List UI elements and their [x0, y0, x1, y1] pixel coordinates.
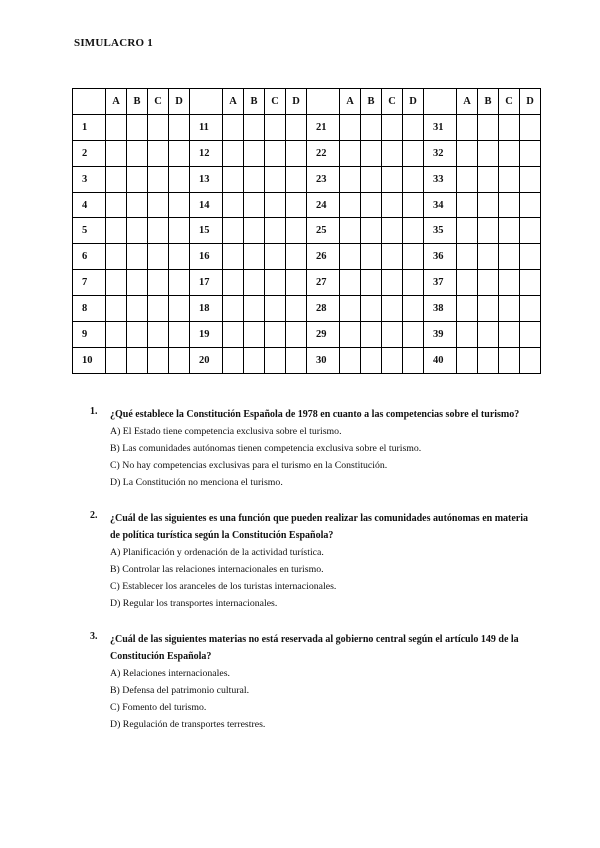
- answer-cell-b[interactable]: [478, 322, 499, 348]
- answer-cell-a[interactable]: [106, 244, 127, 270]
- answer-cell-a[interactable]: [223, 114, 244, 140]
- answer-cell-b[interactable]: [244, 192, 265, 218]
- option-header-d: D: [169, 89, 190, 115]
- question-number: 3.: [90, 631, 98, 642]
- question-number-cell: 31: [424, 114, 457, 140]
- answer-cell-d[interactable]: [520, 192, 541, 218]
- question-number-cell: 35: [424, 218, 457, 244]
- answer-cell-d[interactable]: [169, 140, 190, 166]
- answer-cell-d[interactable]: [520, 296, 541, 322]
- question-number-cell: 38: [424, 296, 457, 322]
- option-header-d: D: [520, 89, 541, 115]
- answer-cell-c[interactable]: [148, 166, 169, 192]
- answer-cell-b[interactable]: [361, 218, 382, 244]
- answer-cell-c[interactable]: [382, 140, 403, 166]
- answer-cell-b[interactable]: [361, 140, 382, 166]
- question-text: ¿Qué establece la Constitución Española de 1978 en cuanto a las competencias sobre el turismo?: [110, 409, 520, 420]
- answer-cell-d[interactable]: [286, 244, 307, 270]
- answer-cell-c[interactable]: [148, 218, 169, 244]
- option-list: [110, 544, 530, 612]
- option-header-b: B: [244, 89, 265, 115]
- answer-cell-b[interactable]: [478, 244, 499, 270]
- option-header-b: B: [361, 89, 382, 115]
- answer-cell-a[interactable]: [340, 192, 361, 218]
- answer-cell-d[interactable]: [169, 270, 190, 296]
- question-block: [90, 406, 530, 491]
- question-number-cell: 16: [190, 244, 223, 270]
- answer-cell-b[interactable]: [127, 114, 148, 140]
- answer-cell-b[interactable]: [244, 140, 265, 166]
- answer-sheet-table: [72, 88, 541, 374]
- question-number-cell: 4: [73, 192, 106, 218]
- question-number-cell: 5: [73, 218, 106, 244]
- answer-cell-d[interactable]: [520, 347, 541, 373]
- answer-cell-c[interactable]: [265, 244, 286, 270]
- answer-sheet-header-row: [73, 89, 541, 115]
- question-number-cell: 23: [307, 166, 340, 192]
- option-header-b: B: [478, 89, 499, 115]
- answer-cell-d[interactable]: [520, 140, 541, 166]
- answer-cell-b[interactable]: [361, 296, 382, 322]
- answer-cell-b[interactable]: [478, 347, 499, 373]
- answer-option: C) Establecer los aranceles de los turistas internacionales.: [110, 581, 337, 592]
- question-number-cell: 3: [73, 166, 106, 192]
- answer-cell-a[interactable]: [106, 140, 127, 166]
- answer-row: [73, 296, 541, 322]
- answer-cell-a[interactable]: [223, 270, 244, 296]
- answer-cell-d[interactable]: [169, 347, 190, 373]
- option-list: [110, 665, 530, 733]
- answer-cell-b[interactable]: [244, 218, 265, 244]
- answer-cell-a[interactable]: [223, 322, 244, 348]
- question-number-cell: 6: [73, 244, 106, 270]
- header-blank-cell: [190, 89, 223, 115]
- answer-cell-b[interactable]: [244, 347, 265, 373]
- answer-cell-a[interactable]: [457, 166, 478, 192]
- answer-option: D) Regulación de transportes terrestres.: [110, 719, 266, 730]
- option-header-a: A: [106, 89, 127, 115]
- answer-row: [73, 347, 541, 373]
- answer-option: A) Planificación y ordenación de la actividad turística.: [110, 547, 324, 558]
- answer-cell-c[interactable]: [148, 192, 169, 218]
- answer-cell-a[interactable]: [340, 166, 361, 192]
- answer-cell-b[interactable]: [361, 166, 382, 192]
- answer-cell-c[interactable]: [499, 114, 520, 140]
- question-number-cell: 7: [73, 270, 106, 296]
- answer-cell-c[interactable]: [382, 270, 403, 296]
- answer-cell-b[interactable]: [478, 166, 499, 192]
- answer-row: [73, 244, 541, 270]
- answer-cell-c[interactable]: [382, 244, 403, 270]
- answer-cell-c[interactable]: [499, 270, 520, 296]
- question-block: [90, 510, 530, 612]
- answer-cell-d[interactable]: [286, 192, 307, 218]
- question-number-cell: 21: [307, 114, 340, 140]
- answer-cell-d[interactable]: [169, 244, 190, 270]
- answer-cell-a[interactable]: [106, 296, 127, 322]
- answer-cell-c[interactable]: [382, 166, 403, 192]
- answer-row: [73, 114, 541, 140]
- question-number-cell: 13: [190, 166, 223, 192]
- answer-cell-b[interactable]: [244, 296, 265, 322]
- answer-cell-b[interactable]: [478, 218, 499, 244]
- answer-cell-b[interactable]: [361, 347, 382, 373]
- answer-cell-c[interactable]: [499, 192, 520, 218]
- answer-cell-a[interactable]: [457, 244, 478, 270]
- question-number-cell: 25: [307, 218, 340, 244]
- question-number-cell: 28: [307, 296, 340, 322]
- answer-cell-c[interactable]: [265, 322, 286, 348]
- answer-cell-d[interactable]: [286, 322, 307, 348]
- question-number: 1.: [90, 406, 98, 417]
- answer-cell-c[interactable]: [148, 244, 169, 270]
- question-header: [90, 631, 530, 665]
- answer-cell-b[interactable]: [127, 140, 148, 166]
- header-blank-cell: [307, 89, 340, 115]
- question-number-cell: 9: [73, 322, 106, 348]
- answer-row: [73, 166, 541, 192]
- answer-cell-d[interactable]: [169, 296, 190, 322]
- question-list: [90, 406, 530, 752]
- question-number-cell: 10: [73, 347, 106, 373]
- answer-cell-a[interactable]: [106, 218, 127, 244]
- answer-cell-a[interactable]: [223, 296, 244, 322]
- header-blank-cell: [73, 89, 106, 115]
- answer-cell-c[interactable]: [499, 347, 520, 373]
- answer-cell-d[interactable]: [286, 347, 307, 373]
- answer-cell-b[interactable]: [127, 166, 148, 192]
- question-number-cell: 40: [424, 347, 457, 373]
- answer-cell-d[interactable]: [403, 114, 424, 140]
- answer-row: [73, 218, 541, 244]
- question-number-cell: 34: [424, 192, 457, 218]
- answer-cell-a[interactable]: [223, 347, 244, 373]
- answer-cell-a[interactable]: [106, 166, 127, 192]
- answer-cell-a[interactable]: [223, 218, 244, 244]
- answer-option: C) Fomento del turismo.: [110, 702, 207, 713]
- answer-cell-d[interactable]: [520, 218, 541, 244]
- answer-cell-d[interactable]: [403, 244, 424, 270]
- answer-cell-b[interactable]: [478, 296, 499, 322]
- answer-cell-c[interactable]: [265, 166, 286, 192]
- answer-cell-d[interactable]: [286, 218, 307, 244]
- answer-cell-a[interactable]: [340, 140, 361, 166]
- option-header-c: C: [382, 89, 403, 115]
- question-number-cell: 8: [73, 296, 106, 322]
- answer-cell-d[interactable]: [169, 322, 190, 348]
- answer-cell-a[interactable]: [223, 140, 244, 166]
- answer-cell-d[interactable]: [286, 166, 307, 192]
- answer-cell-b[interactable]: [244, 244, 265, 270]
- answer-cell-d[interactable]: [169, 166, 190, 192]
- answer-cell-b[interactable]: [244, 114, 265, 140]
- question-number-cell: 20: [190, 347, 223, 373]
- answer-cell-d[interactable]: [520, 166, 541, 192]
- answer-cell-b[interactable]: [361, 270, 382, 296]
- question-text: ¿Cuál de las siguientes materias no está reservada al gobierno central según el artículo 149 de la Constitución Española?: [110, 634, 519, 662]
- question-number-cell: 24: [307, 192, 340, 218]
- option-header-a: A: [340, 89, 361, 115]
- answer-option: D) Regular los transportes internacionales.: [110, 598, 278, 609]
- answer-cell-d[interactable]: [403, 296, 424, 322]
- question-number-cell: 27: [307, 270, 340, 296]
- answer-cell-b[interactable]: [361, 322, 382, 348]
- answer-cell-a[interactable]: [223, 244, 244, 270]
- answer-cell-a[interactable]: [106, 322, 127, 348]
- answer-cell-a[interactable]: [340, 270, 361, 296]
- answer-cell-d[interactable]: [286, 114, 307, 140]
- answer-cell-c[interactable]: [148, 270, 169, 296]
- page-title: SIMULACRO 1: [74, 37, 153, 49]
- answer-cell-b[interactable]: [361, 114, 382, 140]
- question-number-cell: 14: [190, 192, 223, 218]
- answer-cell-c[interactable]: [499, 296, 520, 322]
- answer-cell-a[interactable]: [340, 347, 361, 373]
- answer-cell-d[interactable]: [169, 114, 190, 140]
- answer-cell-a[interactable]: [340, 296, 361, 322]
- answer-cell-a[interactable]: [340, 114, 361, 140]
- header-blank-cell: [424, 89, 457, 115]
- answer-cell-b[interactable]: [478, 140, 499, 166]
- question-number-cell: 22: [307, 140, 340, 166]
- answer-row: [73, 322, 541, 348]
- answer-option: A) El Estado tiene competencia exclusiva sobre el turismo.: [110, 426, 342, 437]
- answer-cell-c[interactable]: [148, 322, 169, 348]
- answer-cell-d[interactable]: [403, 192, 424, 218]
- option-header-c: C: [148, 89, 169, 115]
- answer-cell-c[interactable]: [382, 347, 403, 373]
- answer-cell-a[interactable]: [223, 192, 244, 218]
- answer-cell-d[interactable]: [403, 347, 424, 373]
- option-header-d: D: [403, 89, 424, 115]
- answer-cell-c[interactable]: [499, 218, 520, 244]
- answer-cell-c[interactable]: [148, 140, 169, 166]
- answer-cell-d[interactable]: [520, 322, 541, 348]
- answer-cell-d[interactable]: [286, 140, 307, 166]
- answer-cell-c[interactable]: [499, 322, 520, 348]
- answer-cell-b[interactable]: [127, 347, 148, 373]
- question-number: 2.: [90, 510, 98, 521]
- answer-cell-a[interactable]: [457, 296, 478, 322]
- question-header: [90, 510, 530, 544]
- answer-cell-c[interactable]: [265, 347, 286, 373]
- answer-option: C) No hay competencias exclusivas para el turismo en la Constitución.: [110, 460, 388, 471]
- answer-cell-c[interactable]: [499, 166, 520, 192]
- answer-cell-d[interactable]: [169, 192, 190, 218]
- answer-cell-d[interactable]: [286, 270, 307, 296]
- question-number-cell: 39: [424, 322, 457, 348]
- answer-cell-b[interactable]: [244, 166, 265, 192]
- answer-cell-a[interactable]: [340, 244, 361, 270]
- answer-cell-c[interactable]: [265, 218, 286, 244]
- answer-row: [73, 270, 541, 296]
- question-number-cell: 37: [424, 270, 457, 296]
- answer-cell-a[interactable]: [457, 347, 478, 373]
- answer-cell-b[interactable]: [361, 244, 382, 270]
- answer-cell-b[interactable]: [244, 270, 265, 296]
- option-header-c: C: [499, 89, 520, 115]
- question-number-cell: 30: [307, 347, 340, 373]
- answer-cell-c[interactable]: [265, 140, 286, 166]
- answer-cell-a[interactable]: [457, 192, 478, 218]
- answer-cell-b[interactable]: [127, 244, 148, 270]
- answer-cell-d[interactable]: [520, 270, 541, 296]
- question-number-cell: 19: [190, 322, 223, 348]
- answer-cell-a[interactable]: [457, 322, 478, 348]
- answer-cell-b[interactable]: [127, 296, 148, 322]
- answer-cell-b[interactable]: [244, 322, 265, 348]
- answer-cell-d[interactable]: [286, 296, 307, 322]
- answer-cell-b[interactable]: [478, 192, 499, 218]
- answer-cell-d[interactable]: [403, 140, 424, 166]
- answer-cell-c[interactable]: [382, 114, 403, 140]
- answer-cell-b[interactable]: [127, 192, 148, 218]
- answer-cell-d[interactable]: [520, 244, 541, 270]
- option-header-a: A: [223, 89, 244, 115]
- answer-cell-c[interactable]: [382, 192, 403, 218]
- answer-cell-d[interactable]: [403, 166, 424, 192]
- answer-cell-b[interactable]: [478, 270, 499, 296]
- answer-cell-c[interactable]: [265, 192, 286, 218]
- answer-cell-a[interactable]: [457, 270, 478, 296]
- question-number-cell: 18: [190, 296, 223, 322]
- answer-cell-c[interactable]: [265, 270, 286, 296]
- option-header-d: D: [286, 89, 307, 115]
- answer-cell-c[interactable]: [265, 296, 286, 322]
- answer-cell-a[interactable]: [457, 218, 478, 244]
- question-number-cell: 36: [424, 244, 457, 270]
- answer-cell-d[interactable]: [403, 270, 424, 296]
- question-number-cell: 33: [424, 166, 457, 192]
- question-header: [90, 406, 530, 423]
- answer-cell-a[interactable]: [106, 192, 127, 218]
- answer-cell-d[interactable]: [520, 114, 541, 140]
- answer-cell-a[interactable]: [457, 114, 478, 140]
- answer-cell-a[interactable]: [106, 270, 127, 296]
- answer-cell-c[interactable]: [265, 114, 286, 140]
- answer-cell-c[interactable]: [382, 322, 403, 348]
- answer-cell-c[interactable]: [148, 114, 169, 140]
- question-text: ¿Cuál de las siguientes es una función que pueden realizar las comunidades autónomas en materia de política turística según la Constitución Española?: [110, 513, 529, 541]
- answer-cell-c[interactable]: [382, 296, 403, 322]
- answer-cell-b[interactable]: [127, 270, 148, 296]
- answer-cell-a[interactable]: [223, 166, 244, 192]
- answer-cell-b[interactable]: [361, 192, 382, 218]
- option-header-b: B: [127, 89, 148, 115]
- answer-cell-a[interactable]: [106, 347, 127, 373]
- answer-row: [73, 192, 541, 218]
- answer-cell-c[interactable]: [499, 140, 520, 166]
- answer-option: A) Relaciones internacionales.: [110, 668, 230, 679]
- option-header-c: C: [265, 89, 286, 115]
- answer-cell-b[interactable]: [127, 322, 148, 348]
- answer-cell-a[interactable]: [106, 114, 127, 140]
- question-number-cell: 1: [73, 114, 106, 140]
- answer-row: [73, 140, 541, 166]
- answer-cell-d[interactable]: [169, 218, 190, 244]
- answer-cell-b[interactable]: [478, 114, 499, 140]
- question-number-cell: 11: [190, 114, 223, 140]
- option-header-a: A: [457, 89, 478, 115]
- answer-option: B) Controlar las relaciones internacionales en turismo.: [110, 564, 324, 575]
- answer-cell-a[interactable]: [340, 322, 361, 348]
- question-number-cell: 26: [307, 244, 340, 270]
- answer-option: B) Las comunidades autónomas tienen competencia exclusiva sobre el turismo.: [110, 443, 422, 454]
- answer-option: B) Defensa del patrimonio cultural.: [110, 685, 250, 696]
- option-list: [110, 423, 530, 491]
- question-number-cell: 2: [73, 140, 106, 166]
- question-number-cell: 15: [190, 218, 223, 244]
- answer-cell-c[interactable]: [382, 218, 403, 244]
- answer-cell-d[interactable]: [403, 322, 424, 348]
- question-number-cell: 32: [424, 140, 457, 166]
- answer-cell-d[interactable]: [403, 218, 424, 244]
- question-block: [90, 631, 530, 733]
- answer-cell-a[interactable]: [340, 218, 361, 244]
- answer-cell-c[interactable]: [148, 347, 169, 373]
- question-number-cell: 12: [190, 140, 223, 166]
- answer-cell-c[interactable]: [148, 296, 169, 322]
- answer-cell-c[interactable]: [499, 244, 520, 270]
- answer-cell-b[interactable]: [127, 218, 148, 244]
- question-number-cell: 17: [190, 270, 223, 296]
- question-number-cell: 29: [307, 322, 340, 348]
- answer-cell-a[interactable]: [457, 140, 478, 166]
- answer-option: D) La Constitución no menciona el turismo.: [110, 477, 283, 488]
